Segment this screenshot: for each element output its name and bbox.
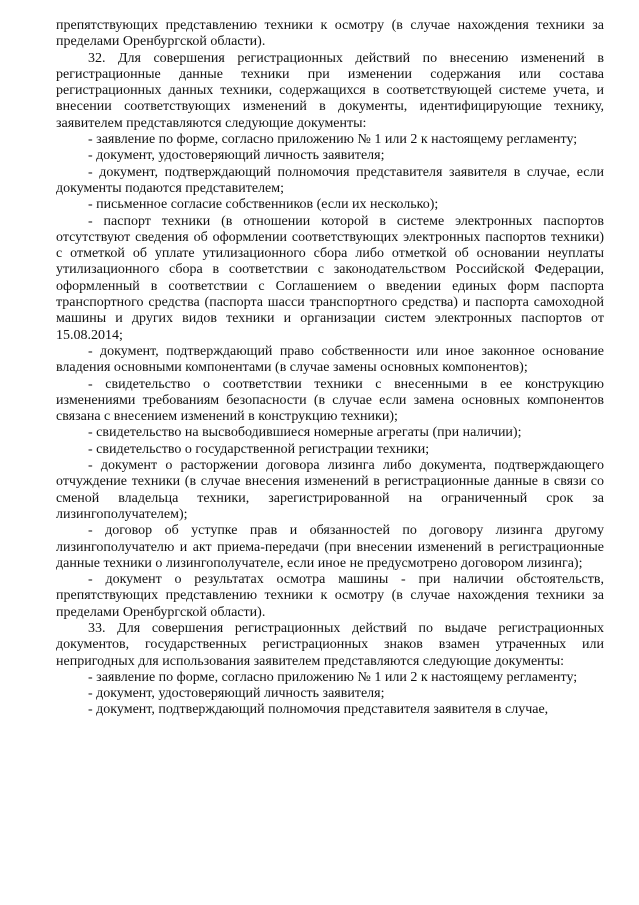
list-item: - паспорт техники (в отношении которой в системе электронных паспортов отсутствуют сведения об оформлении соответствующих электронных паспортов техники) с отметкой об уплате утилизационного сбора либо отметкой об основании неуплаты утилизационного сбора в соответствии с законодательством Российской Федерации, оформленный в соответствии с Соглашением о введении единых форм паспорта транспортного средства (паспорта шасси транспортного средства) и паспорта самоходной машины и других видов техники и организации систем электронных паспортов от 15.08.2014; <box>56 213 604 343</box>
list-item: - документ о результатах осмотра машины - при наличии обстоятельств, препятствующих представлению техники к осмотру (в случае нахождения техники за пределами Оренбургской области). <box>56 572 604 620</box>
list-item: - документ, подтверждающий полномочия представителя заявителя в случае, <box>88 702 549 718</box>
list-item: - письменное согласие собственников (если их несколько); <box>88 197 439 213</box>
clause-32-heading: 32. Для совершения регистрационных действий по внесению изменений в регистрационные данные техники при изменении содержания или состава регистрационных данных техники, содержащихся в соответствующей системе учета, и внесении соответствующих изменений в документы, идентифицирующие технику, заявителем представляются следующие документы: <box>56 50 604 131</box>
clause-33-heading: 33. Для совершения регистрационных действий по выдаче регистрационных документов, государственных регистрационных знаков взамен утраченных или непригодных для использования заявителем представляются следующие документы: <box>56 620 604 669</box>
list-item: - заявление по форме, согласно приложению № 1 или 2 к настоящему регламенту; <box>88 669 578 685</box>
list-item: - заявление по форме, согласно приложению № 1 или 2 к настоящему регламенту; <box>88 132 578 148</box>
list-item: - документ о расторжении договора лизинга либо документа, подтверждающего отчуждение техники (в случае внесения изменений в регистрационные данные в связи со сменой владельца техники, зарегистрированной на ограниченный срок за лизингополучателем); <box>56 458 604 522</box>
list-item: - документ, подтверждающий полномочия представителя заявителя в случае, если документы подаются представителем; <box>56 164 604 196</box>
list-item: - свидетельство на высвободившиеся номерные агрегаты (при наличии); <box>88 425 522 441</box>
document-page <box>56 18 604 719</box>
paragraph-continuation: препятствующих представлению техники к осмотру (в случае нахождения техники за пределами Оренбургской области). <box>56 18 604 50</box>
list-item: - документ, удостоверяющий личность заявителя; <box>88 686 385 702</box>
list-item: - документ, удостоверяющий личность заявителя; <box>88 148 385 164</box>
list-item: - свидетельство о государственной регистрации техники; <box>88 441 430 457</box>
list-item: - свидетельство о соответствии техники с внесенными в ее конструкцию изменениями требованиям безопасности (в случае если замена основных компонентов связана с внесением изменений в конструкцию техники); <box>56 376 604 425</box>
list-item: - договор об уступке прав и обязанностей по договору лизинга другому лизингополучателю и акт приема-передачи (при внесении изменений в регистрационные данные техники о лизингополучателе, если иное не предусмотрено договором лизинга); <box>56 523 604 571</box>
list-item: - документ, подтверждающий право собственности или иное законное основание владения основными компонентами (в случае замены основных компонентов); <box>56 343 604 376</box>
